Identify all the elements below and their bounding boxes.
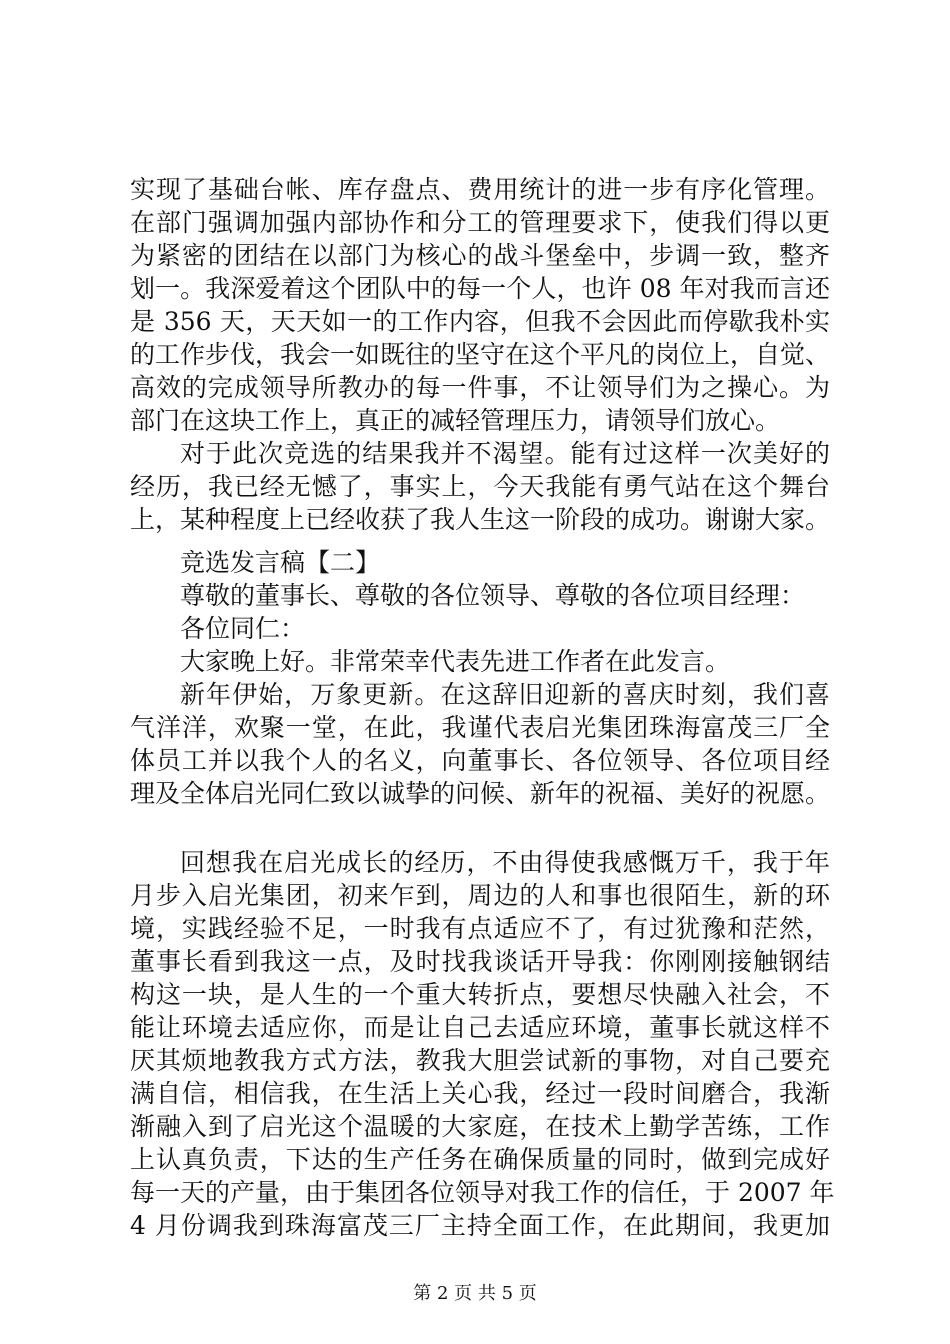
body-line: 在部门强调加强内部协作和分工的管理要求下，使我们得以更 xyxy=(130,208,830,237)
salutation: 各位同仁： xyxy=(180,614,306,643)
body-line: 构这一块，是人生的一个重大转折点，要想尽快融入社会，不 xyxy=(130,980,830,1009)
body-line: 部门在这块工作上，真正的减轻管理压力，请领导们放心。 xyxy=(130,406,781,435)
body-line: 高效的完成领导所教办的每一件事，不让领导们为之操心。为 xyxy=(130,373,830,402)
body-line: 是 356 天，天天如一的工作内容，但我不会因此而停歇我朴实 xyxy=(130,307,830,336)
body-line: 的工作步伐，我会一如既往的坚守在这个平凡的岗位上，自觉、 xyxy=(130,340,831,369)
body-line: 境，实践经验不足，一时我有点适应不了，有过犹豫和茫然， xyxy=(130,914,830,943)
body-line: 划一。我深爱着这个团队中的每一个人，也许 08 年对我而言还 xyxy=(130,274,830,303)
body-line: 能让环境去适应你，而是让自己去适应环境，董事长就这样不 xyxy=(130,1013,830,1042)
body-line: 理及全体启光同仁致以诚挚的问候、新年的祝福、美好的祝愿。 xyxy=(130,779,831,808)
body-line: 对于此次竞选的结果我并不渴望。能有过这样一次美好的 xyxy=(180,439,830,468)
body-line: 每一天的产量，由于集团各位领导对我工作的信任，于 2007 年 xyxy=(130,1178,835,1207)
body-line: 为紧密的团结在以部门为核心的战斗堡垒中，步调一致，整齐 xyxy=(130,241,830,270)
body-line: 满自信，相信我，在生活上关心我，经过一段时间磨合，我渐 xyxy=(130,1079,830,1108)
body-line: 厌其烦地教我方式方法，教我大胆尝试新的事物，对自己要充 xyxy=(130,1046,830,1075)
body-line: 上，某种程度上已经收获了我人生这一阶段的成功。谢谢大家。 xyxy=(130,505,831,534)
body-line: 实现了基础台帐、库存盘点、费用统计的进一步有序化管理。 xyxy=(130,175,830,204)
body-line: 月步入启光集团，初来乍到，周边的人和事也很陌生，新的环 xyxy=(130,881,830,910)
section-heading: 竞选发言稿【二】 xyxy=(180,548,381,577)
greeting-line: 大家晚上好。非常荣幸代表先进工作者在此发言。 xyxy=(180,647,731,676)
body-line: 回想我在启光成长的经历，不由得使我感慨万千，我于年 xyxy=(180,848,830,877)
body-line: 新年伊始，万象更新。在这辞旧迎新的喜庆时刻，我们喜 xyxy=(180,680,830,709)
body-line: 气洋洋，欢聚一堂，在此，我谨代表启光集团珠海富茂三厂全 xyxy=(130,713,830,742)
body-line: 经历，我已经无憾了，事实上，今天我能有勇气站在这个舞台 xyxy=(130,472,830,501)
body-line: 体员工并以我个人的名义，向董事长、各位领导、各位项目经 xyxy=(130,746,830,775)
body-line: 董事长看到我这一点，及时找我谈话开导我：你刚刚接触钢结 xyxy=(130,947,830,976)
page-number-footer: 第 2 页 共 5 页 xyxy=(413,1283,537,1304)
body-line: 上认真负责，下达的生产任务在确保质量的同时，做到完成好 xyxy=(130,1145,830,1174)
body-line: 渐融入到了启光这个温暖的大家庭，在技术上勤学苦练，工作 xyxy=(130,1112,830,1141)
body-line: 4 月份调我到珠海富茂三厂主持全面工作，在此期间，我更加 xyxy=(130,1211,830,1240)
salutation: 尊敬的董事长、尊敬的各位领导、尊敬的各位项目经理： xyxy=(180,581,806,610)
